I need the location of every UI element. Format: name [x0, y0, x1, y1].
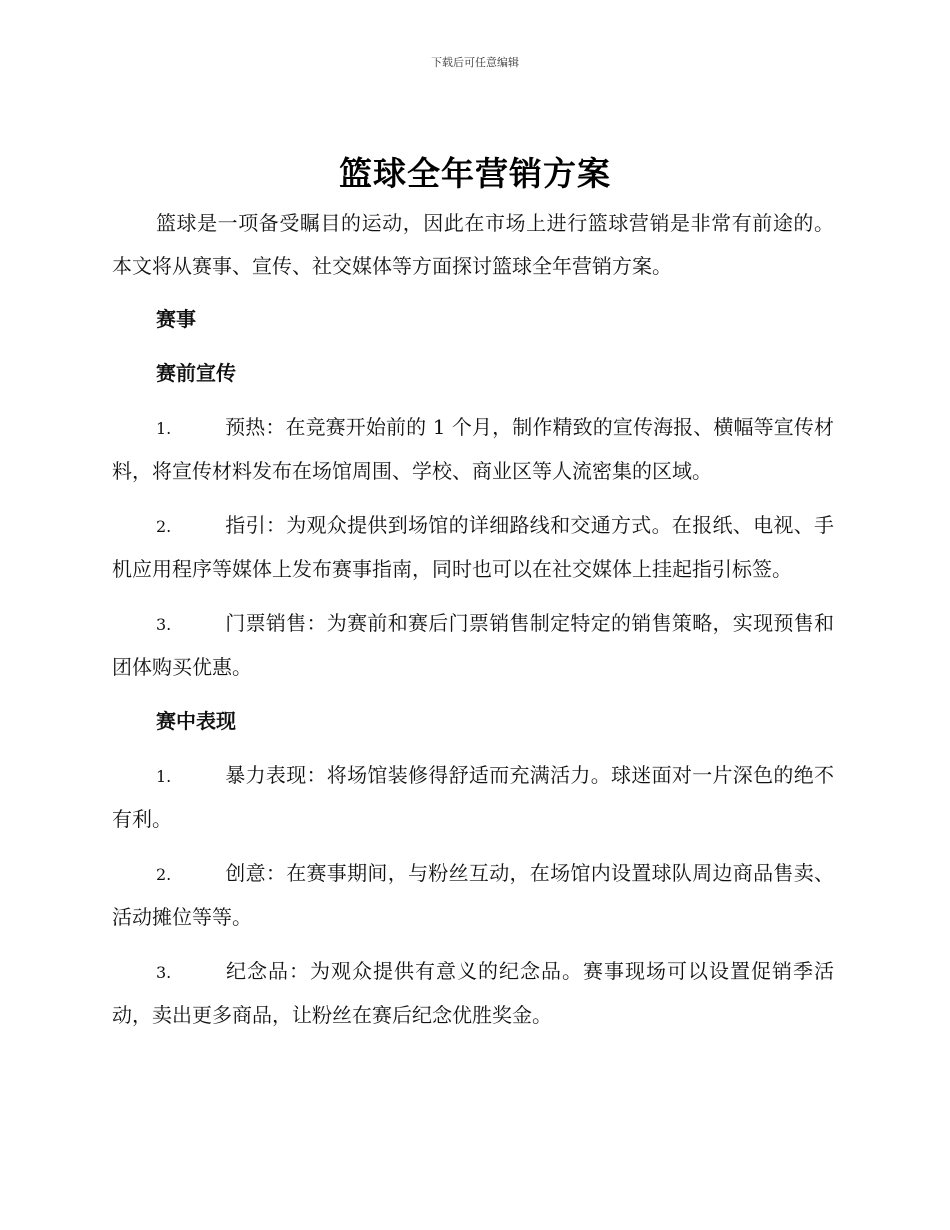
list-item	[112, 602, 834, 689]
list-item-number: 2.	[156, 517, 172, 536]
list-item-text: 门票销售：为赛前和赛后门票销售制定特定的销售策略，实现预售和团体购买优惠。	[112, 611, 834, 679]
list-item-number: 3.	[156, 615, 172, 634]
list-item	[112, 504, 834, 591]
list-item-text: 预热：在竞赛开始前的 1 个月，制作精致的宣传海报、横幅等宣传材料，将宣传材料发布在场馆周围、学校、商业区等人流密集的区域。	[112, 415, 834, 483]
document-body	[112, 202, 834, 1048]
list-item-number: 1.	[156, 419, 172, 438]
document-title: 篮球全年营销方案	[339, 154, 611, 193]
list-item-text: 纪念品：为观众提供有意义的纪念品。赛事现场可以设置促销季活动，卖出更多商品，让粉丝在赛后纪念优胜奖金。	[112, 959, 834, 1027]
list-item-text: 指引：为观众提供到场馆的详细路线和交通方式。在报纸、电视、手机应用程序等媒体上发布赛事指南，同时也可以在社交媒体上挂起指引标签。	[112, 513, 834, 581]
header-note: 下载后可任意编辑	[431, 56, 519, 69]
list-item-text: 暴力表现：将场馆装修得舒适而充满活力。球迷面对一片深色的绝不有利。	[112, 763, 834, 831]
list-item-number: 1.	[156, 767, 172, 786]
subheading-pre-event-promotion: 赛前宣传	[156, 361, 236, 385]
list-item	[112, 754, 834, 841]
list-item-number: 2.	[156, 865, 172, 884]
list-item	[112, 852, 834, 939]
list-item	[112, 406, 834, 493]
section-heading-events: 赛事	[156, 307, 196, 331]
list-item	[112, 950, 834, 1037]
list-item-number: 3.	[156, 963, 172, 982]
list-item-text: 创意：在赛事期间，与粉丝互动，在场馆内设置球队周边商品售卖、活动摊位等等。	[112, 861, 834, 929]
intro-paragraph: 篮球是一项备受瞩目的运动，因此在市场上进行篮球营销是非常有前途的。本文将从赛事、宣传、社交媒体等方面探讨篮球全年营销方案。	[112, 211, 834, 278]
subheading-in-game-performance: 赛中表现	[156, 709, 236, 733]
